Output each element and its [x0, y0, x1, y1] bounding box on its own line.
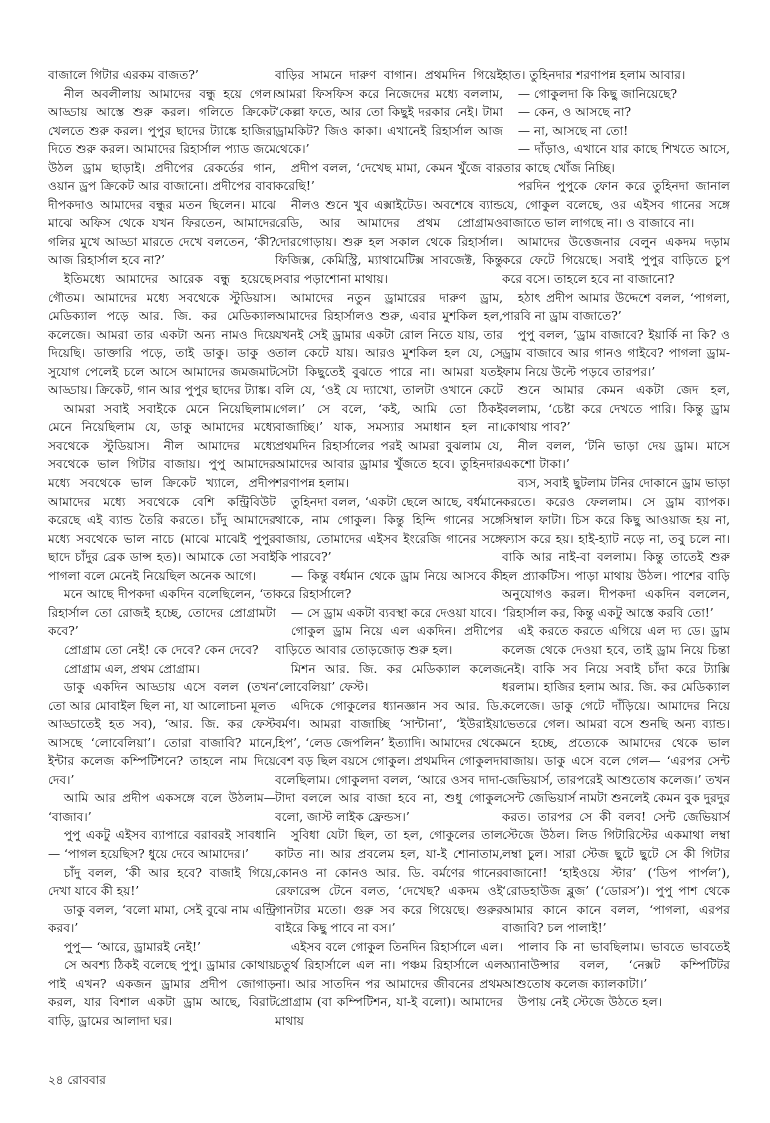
- paragraph: পুপু বলল, ‘ড্রাম বাজাবে? ইয়ার্কি না কি? ও ড্রাম বাজাবে আর গানও গাইবে? পাগলা ড্রাম-ফাম নিয়ে উল্টে পড়বে তারপর।’: [502, 327, 730, 379]
- paragraph: সুবিধা যেটা ছিল, তা হল, গোকুলের তাল কাটত না। আর প্রবলেম হল, যা-ই শোনাতাম, কোনও না কোনও আর. ডি. বর্মণের গানের রেফারেন্স টেনে বলত, ‘দেখেছ? একদম ওই গানটার মতো। গুরু সব করে গিয়েছে। গুরুর বাইরে কিছু পাবে না বস।’: [275, 828, 503, 936]
- paragraph: এই করতে করতে এগিয়ে এল দ্য ডে। ড্রাম কলেজ থেকে দেওয়া হবে, তাই ড্রাম নিয়ে চিন্তা নেই। বাকি সব নিয়ে সবাই চাঁদা করে ট্যাক্সি ধরলাম। হাজির হলাম আর. জি. কর মেডিক্যাল কলেজে। ডাকু গেটে দাঁড়িয়ে। আমাদের নিয়ে ভেতরে গেল। আমরা বসে শুনছি অন্য ব্যান্ড। মনে হচ্ছে, প্রত্যেকে আমাদের থেকে ভাল বাজায়। ডাকু এসে বলে গেল— ‘এরপর সেন্ট জেভিয়ার্স, তারপরেই আশুতোষ কলেজ।’ তখন সেন্ট জেভিয়ার্স নামটা শুনলেই কেমন বুক দুরদুর করত। তারপর সে কী বলব! সেন্ট জেভিয়ার্স স্টেজে উঠল। লিড গিটারিস্টের একমাথা লম্বা লম্বা চুল। সারা স্টেজ ছুটে ছুটে সে কী গিটার বাজানো! ‘হাইওয়ে স্টার’ (‘ডিপ পার্পল’), ‘রোডহাউজ ব্লুজ’ (‘ডোরস’)। পুপু পাশ থেকে আমার কানে কানে বলল, ‘পাগলা, এরপর বাজাবি? চল পালাই!’: [502, 624, 730, 936]
- paragraph: ব্যস, সবাই ছুটলাম টনির দোকানে ড্রাম ভাড়া করতে। করেও ফেললাম। সে ড্রাম ব্যাপক। সিম্বাল ফাটা। চিস করে কিছু আওয়াজ হয় না, ফ্যাস করে হয়। হাই-হ্যাট নড়ে না, তবু চলে না। বাকি আর নাই-বা বললাম। কিন্তু তাতেই শুরু হল প্র্যাকটিস। পাড়া মাথায় উঠল। পাশের বাড়ি অনুযোগও করল। দীপকদা একদিন বললেন, ‘রিহার্সাল কর, কিন্তু একটু আস্তে করবি তো!’: [502, 476, 730, 620]
- paragraph: চাঁদু বলল, ‘কী আর হবে? বাজাই গিয়ে, দেখা যাবে কী হয়!’: [48, 865, 276, 899]
- paragraph: — না, আসছে না তো!: [517, 123, 629, 138]
- paragraph: মিশন আর. জি. কর মেডিক্যাল কলেজ ‘লোবেলিয়া’ ফেস্ট।: [275, 661, 503, 695]
- paragraph: এদিকে গোকুলের ধ্যানজ্ঞান সব আর. ডি. বর্মণ। আমরা বাজাচ্ছি ‘সান্টানা’, ‘ইউরাইয়া হিপ’, ‘লেড জেপলিন’ ইত্যাদি। আমাদের থেকে বেশ বড় ছিল বয়সে গোকুল। প্রথমদিন গোকুলদা বলেছিলাম। গোকুলদা বলল, ‘আরে ওসব দাদা-টাদা বললে আর বাজা হবে না, শুধু গোকুল বলো, জাস্ট লাইক ফ্রেন্ডস।’: [275, 698, 503, 824]
- paragraph: — দাঁড়াও, এখানে যার কাছে শিখতে আসে, তার কাছে খোঁজ নিচ্ছি।: [502, 142, 730, 175]
- magazine-name: রোববার: [67, 1073, 106, 1087]
- paragraph: ডাকু বলল, ‘বলো মামা, সেই বুঝে নাম এন্ট্রি করব।’: [48, 902, 276, 936]
- paragraph: পালাব কি না ভাবছিলাম। ভাবতে ভাবতেই অ্যানাউন্সার বলল, ‘নেক্সট কম্পিটিটর আশুতোষ কলেজ ক্যালকাটা।’: [502, 939, 730, 991]
- paragraph: নীল বলল, ‘টনি ভাড়া দেয় ড্রাম। মাসে একশো টাকা।’: [502, 438, 730, 472]
- paragraph: সে অবশ্য ঠিকই বলেছে পুপু। ড্রামার কোথায় পাই এখন? একজন ড্রামার প্রদীপ জোগাড় করল, যার বিশাল একটা ড্রাম আছে, বিরাট বাড়ি, ড্রামের আলাদা ঘর।: [48, 958, 276, 1028]
- paragraph: আমি আর প্রদীপ একসঙ্গে বলে উঠলাম— ‘বাজাব।’: [48, 791, 276, 824]
- paragraph: এইসব বলে গোকুল তিনদিন রিহার্সালে এল। চতুর্থ রিহার্সালে এল না। পঞ্চম রিহার্সালে এল না। আর সাতদিন পর আমাদের জীবনের প্রথম প্রোগ্রাম (বা কম্পিটিশন, যা-ই বলো)। আমাদের মাথায়: [275, 939, 503, 1028]
- paragraph: আমাদের নতুন ড্রামারের দারুণ ড্রাম, আমাদের রিহার্সালও শুরু, এবার মুশকিল হল, যখনই সেই ড্রামার একটা রোল নিতে যায়, তার তাল কেটে যায়। আরও মুশকিল হল যে, সে সেটা কিছুতেই বুঝতে পারে না। আমরা যতই বলি যে, ‘ওই যে দ্যাখো, তালটা ওখানে কেটে গেল।’ সে বলে, ‘কই, আমি তো ঠিকই বাজাচ্ছি।’ যাক, সমস্যার সমাধান হল না। প্রথমদিন রিহার্সালের পরই আমরা বুঝলাম যে, আমাদের আবার ড্রামার খুঁজতে হবে। তুহিনদার শরণাপন্ন হলাম।: [275, 290, 503, 491]
- text-column-3: [502, 66, 730, 1056]
- paragraph: শুনে আমার কেমন একটা জেদ হল, বললাম, ‘চেষ্টা করে দেখতে পারি। কিন্তু ড্রাম কোথায় পাব?’: [502, 383, 730, 435]
- paragraph: মনে আছে দীপকদা একদিন বলেছিলেন, ‘তা রিহার্সাল তো রোজই হচ্ছে, তোদের প্রোগ্রামটা কবে?’: [48, 587, 276, 639]
- paragraph: ডাকু একদিন আড্ডায় এসে বলল (তখন তো আর মোবাইল ছিল না, যা আলোচনা মূলত আড্ডাতেই হত সব), ‘আর. জি. কর ফেস্ট আসছে ‘লোবেলিয়া’। তোরা বাজাবি? মানে, ইন্টার কলেজ কম্পিটিশনে? তাহলে নাম দিয়ে দেব।’: [48, 680, 276, 787]
- paragraph: আমাদের উত্তেজনার বেলুন একদম দড়াম করে ফেটে গিয়েছে। সবাই পুপুর বাড়িতে চুপ করে বসে। তাহলে হবে না বাজানো?: [502, 234, 730, 287]
- paragraph: উপায় নেই স্টেজে উঠতে হল।: [517, 995, 663, 1010]
- page-footer: [48, 1072, 106, 1092]
- paragraph: পুপু— ‘আরে, ড্রামারই নেই!’: [63, 939, 201, 954]
- paragraph: — গোকুলদা কি কিছু জানিয়েছে?: [517, 86, 678, 101]
- paragraph: নীল অবলীলায় আমাদের বন্ধু হয়ে গেল। আড্ডায় আস্তে শুরু করল। গলিতে ক্রিকেট খেলতে শুরু করল। পুপুর ছাদের ট্যাঙ্কে হাজিরা দিতে শুরু করল। আমাদের রিহার্সাল প্যাড জমে উঠল ড্রাম ছাড়াই। প্রদীপের রেকর্ডের গান, ওয়ান ড্রপ ক্রিকেট আর বাজানো। প্রদীপের বাবা দীপকদাও আমাদের বন্ধুর মতন ছিলেন। মাঝে মাঝে অফিস থেকে যখন ফিরতেন, আমাদের গলির মুখে আড্ডা মারতে দেখে বলতেন, ‘কী? আজ রিহার্সাল হবে না?’: [48, 86, 276, 268]
- paragraph: প্রোগ্রাম এল, প্রথম প্রোগ্রাম।: [63, 661, 200, 676]
- paragraph: — সে ড্রাম একটা ব্যবস্থা করে দেওয়া যাবে।: [290, 605, 497, 620]
- paragraph: — কিন্তু বর্ধমান থেকে ড্রাম নিয়ে আসবে কী করে রিহার্সালে?: [275, 568, 503, 602]
- paragraph: হঠাৎ প্রদীপ আমার উদ্দেশে বলল, ‘পাগলা, পারবি না ড্রাম বাজাতে?’: [502, 290, 730, 324]
- paragraph: — কেন, ও আসছে না?: [517, 105, 632, 120]
- paragraph: পরদিন পুপুকে ফোন করে তুহিনদা জানাল যে, গোকুল বলেছে, ওর এইসব গানের সঙ্গে বাজাতে ভাল লাগছে না। ও বাজাবে না।: [502, 179, 730, 231]
- paragraph: প্রদীপ বলল, ‘দেখেছ মামা, কেমন খুঁজে বার করেছি!’: [275, 160, 503, 194]
- paragraph: হাত। তুহিনদার শরণাপন্ন হলাম আবার।: [502, 68, 686, 82]
- paragraph: প্রোগ্রাম তো নেই! কে দেবে? কেন দেবে?: [63, 642, 259, 657]
- text-column-1: [48, 66, 276, 1056]
- paragraph: আমরা সবাই সবাইকে মেনে নিয়েছিলাম। মেনে নিয়েছিলাম যে, ডাকু আমাদের মধ্যে সবথেকে স্টুডিয়াস। নীল আমাদের মধ্যে সবথেকে ভাল গিটার বাজায়। পুপু আমাদের মধ্যে সবথেকে ভাল ক্রিকেট খ্যালে, প্রদীপ আমাদের মধ্যে সবথেকে বেশি কন্ট্রিবিউট করেছে এই ব্যান্ড তৈরি করতে। চাঁদু আমাদের মধ্যে সবথেকে ভাল নাচে (মাঝে মাঝেই পুপুর ছাদে চাঁদুর ব্রেক ডান্স হত)। আমাকে তো সবাই পাগলা বলে মেনেই নিয়েছিল অনেক আগে।: [48, 401, 276, 583]
- paragraph: পুপু একটু এইসব ব্যাপারে বরাবরই সাবধানি— ‘পাগল হয়েছিস? ধুয়ে দেবে আমাদের।’: [48, 828, 276, 861]
- paragraph: বাজালে গিটার এরকম বাজত?’: [48, 68, 199, 82]
- page-number: ২৪: [48, 1073, 64, 1087]
- paragraph: বাড়ির সামনে দারুণ বাগান। প্রথমদিন গিয়েই আমরা ফিসফিস করে নিজেদের মধ্যে বললাম, ‘কেল্লা ফতে, আর তো কিছুই দরকার নেই। টামা ড্রামকিট? জিও কাকা। এখানেই রিহার্সাল আজ থেকে।’: [275, 68, 503, 157]
- paragraph: নীলও শুনে খুব এক্সাইটেড। অবশেষে ব্যান্ড রেডি, আর আমাদের প্রথম প্রোগ্রামও দোরগোড়ায়। শুরু হল সকাল থেকে রিহার্সাল। ফিজিক্স, কেমিস্ট্রি, ম্যাথামেটিক্স সাবজেক্ট, কিন্তু সবার পড়াশোনা মাথায়।: [275, 197, 503, 287]
- paragraph: ইতিমধ্যে আমাদের আরেক বন্ধু হয়েছে। গৌতম। আমাদের মধ্যে সবথেকে স্টুডিয়াস। মেডিক্যাল পড়ে আর. জি. কর মেডিক্যাল কলেজে। আমরা তার একটা অন্য নামও দিয়ে দিয়েছি। ডাক্তারি পড়ে, তাই ডাকু। ডাকু ও সুযোগ পেলেই চলে আসে আমাদের জমজমাট আড্ডায়। ক্রিকেট, গান আর পুপুর ছাদের ট্যাঙ্ক।: [48, 272, 276, 398]
- paragraph: গোকুল ড্রাম নিয়ে এল একদিন। প্রদীপের বাড়িতে আবার তোড়জোড় শুরু হল।: [275, 624, 503, 657]
- text-column-2: [275, 66, 503, 1056]
- paragraph: তুহিনদা বলল, ‘একটা ছেলে আছে, বর্ধমানে থাকে, নাম গোকুল। কিন্তু হিন্দি গানের সঙ্গে বাজায়, তোমাদের এইসব ইংরেজি গানের সঙ্গে কি পারবে?’: [275, 494, 503, 565]
